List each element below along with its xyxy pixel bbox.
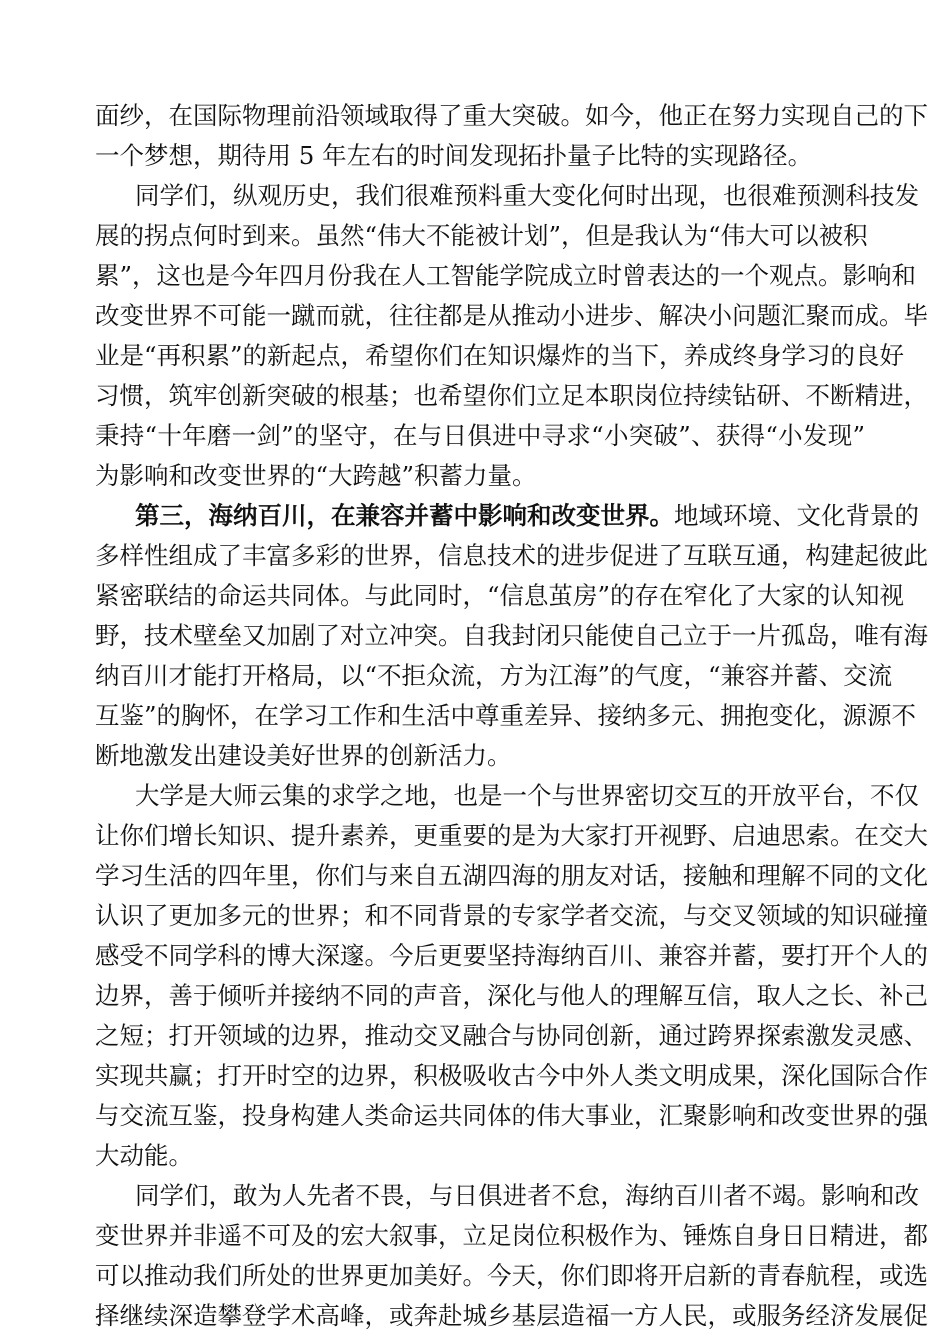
text-line: 纳百川才能打开格局，以“不拒众流，方为江海”的气度，“兼容并蓄、交流: [95, 661, 893, 690]
text-line: 实现共赢；打开时空的边界，积极吸收古今中外人类文明成果，深化国际合作: [95, 1061, 928, 1090]
text-line: 可以推动我们所处的世界更加美好。今天，你们即将开启新的青春航程，或选: [95, 1261, 928, 1290]
text-line: 边界，善于倾听并接纳不同的声音，深化与他人的理解互信，取人之长、补己: [95, 981, 928, 1010]
text-line: 同学们，敢为人先者不畏，与日俱进者不怠，海纳百川者不竭。影响和改: [135, 1181, 919, 1210]
section-heading: 第三，海纳百川，在兼容并蓄中影响和改变世界。: [135, 501, 674, 530]
text-line: 断地激发出建设美好世界的创新活力。: [95, 741, 512, 770]
text-line: 同学们，纵观历史，我们很难预料重大变化何时出现，也很难预测科技发: [135, 181, 919, 210]
text-line: 多样性组成了丰富多彩的世界，信息技术的进步促进了互联互通，构建起彼此: [95, 541, 928, 570]
text-line: 为影响和改变世界的“大跨越”积蓄力量。: [95, 461, 537, 490]
text-line: 一个梦想，期待用 5 年左右的时间发现拓扑量子比特的实现路径。: [95, 141, 813, 170]
text-line: 认识了更加多元的世界；和不同背景的专家学者交流，与交叉领域的知识碰撞: [95, 901, 928, 930]
text-line: 大动能。: [95, 1141, 193, 1170]
text-line: 变世界并非遥不可及的宏大叙事，立足岗位积极作为、锤炼自身日日精进，都: [95, 1221, 928, 1250]
text-line: 学习生活的四年里，你们与来自五湖四海的朋友对话，接触和理解不同的文化: [95, 861, 928, 890]
text-line: 野，技术壁垒又加剧了对立冲突。自我封闭只能使自己立于一片孤岛，唯有海: [95, 621, 928, 650]
text-line: 秉持“十年磨一剑”的坚守，在与日俱进中寻求“小突破”、获得“小发现”: [95, 421, 865, 450]
text-line: 改变世界不可能一蹴而就，往往都是从推动小进步、解决小问题汇聚而成。毕: [95, 301, 928, 330]
text-line: 与交流互鉴，投身构建人类命运共同体的伟大事业，汇聚影响和改变世界的强: [95, 1101, 928, 1130]
text-line-continuation: 地域环境、文化背景的: [674, 501, 919, 530]
text-line: 累”，这也是今年四月份我在人工智能学院成立时曾表达的一个观点。影响和: [95, 261, 917, 290]
text-line: 业是“再积累”的新起点，希望你们在知识爆炸的当下，养成终身学习的良好: [95, 341, 905, 370]
text-line: 互鉴”的胸怀，在学习工作和生活中尊重差异、接纳多元、拥抱变化，源源不: [95, 701, 917, 730]
text-line: 面纱，在国际物理前沿领域取得了重大突破。如今，他正在努力实现自己的下: [95, 101, 928, 130]
text-line: 习惯，筑牢创新突破的根基；也希望你们立足本职岗位持续钻研、不断精进，: [95, 381, 928, 410]
text-line: 感受不同学科的博大深邃。今后更要坚持海纳百川、兼容并蓄，要打开个人的: [95, 941, 928, 970]
text-line: 大学是大师云集的求学之地，也是一个与世界密切交互的开放平台，不仅: [135, 781, 919, 810]
text-line: 择继续深造攀登学术高峰，或奔赴城乡基层造福一方人民，或服务经济发展促: [95, 1301, 928, 1330]
text-line: 紧密联结的命运共同体。与此同时，“信息茧房”的存在窄化了大家的认知视: [95, 581, 905, 610]
section-heading-line: [135, 496, 919, 536]
text-line: 之短；打开领域的边界，推动交叉融合与协同创新，通过跨界探索激发灵感、: [95, 1021, 928, 1050]
text-line: 让你们增长知识、提升素养，更重要的是为大家打开视野、启迪思索。在交大: [95, 821, 928, 850]
text-line: 展的拐点何时到来。虽然“伟大不能被计划”，但是我认为“伟大可以被积: [95, 221, 868, 250]
